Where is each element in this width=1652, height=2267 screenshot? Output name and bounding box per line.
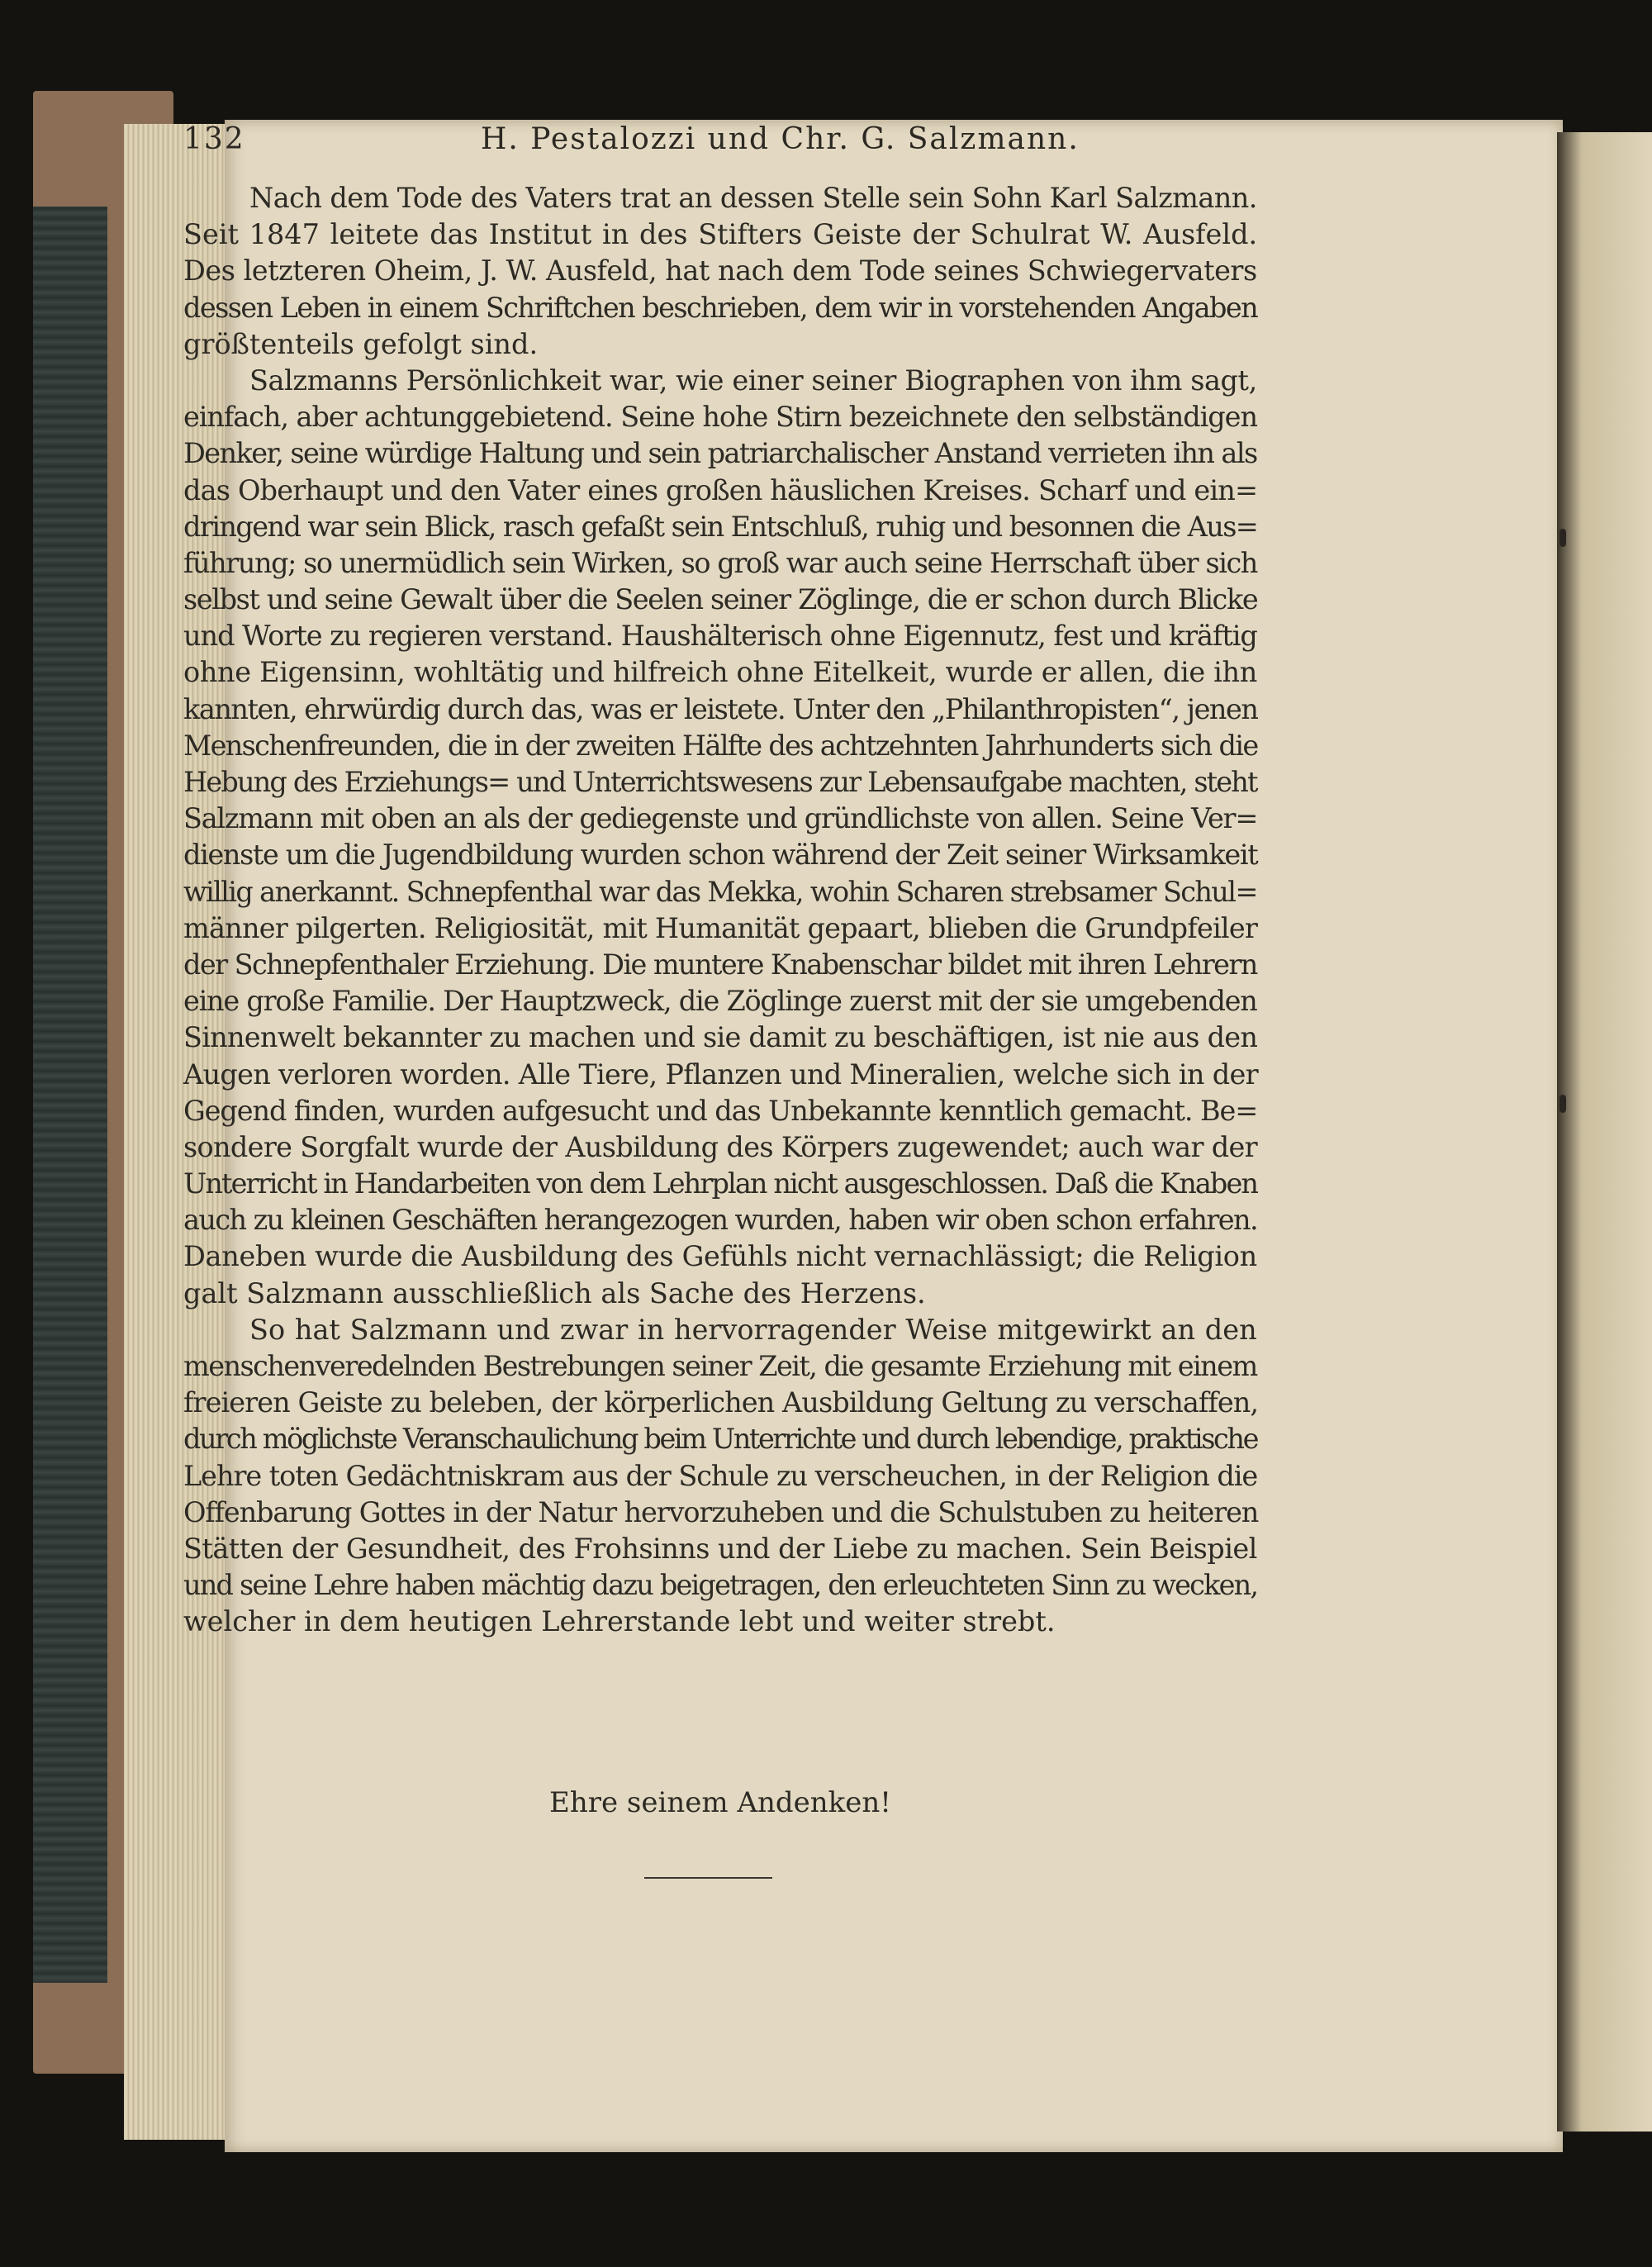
margin-mark (1559, 529, 1566, 547)
text-line: und seine Lehre haben mächtig dazu beigetragen, den erleuchteten Sinn zu wecken, (183, 1569, 1258, 1602)
text-line: Lehre toten Gedächtniskram aus der Schule zu verscheuchen, in der Religion die (183, 1459, 1258, 1492)
book-cover-cloth (33, 207, 107, 1983)
page-number: 132 (183, 122, 245, 156)
body-text (183, 180, 1257, 1641)
text-line: galt Salzmann ausschließlich als Sache des Herzens. (183, 1276, 926, 1309)
closing-motto: Ehre seinem Andenken! (549, 1786, 891, 1819)
margin-mark (1559, 1095, 1566, 1113)
text-line: Daneben wurde die Ausbildung des Gefühls nicht vernachlässigt; die Religion (183, 1240, 1257, 1273)
text-line: Nach dem Tode des Vaters trat an dessen Stelle sein Sohn Karl Salzmann. (249, 182, 1257, 214)
text-line: Augen verloren worden. Alle Tiere, Pflanzen und Mineralien, welche sich in der (183, 1057, 1258, 1091)
text-line: das Oberhaupt und den Vater eines großen häuslichen Kreises. Scharf und ein= (183, 473, 1258, 506)
text-line: auch zu kleinen Geschäften herangezogen wurden, haben wir oben schon erfahren. (183, 1204, 1258, 1237)
text-line: freieren Geiste zu beleben, der körperlichen Ausbildung Geltung zu verschaffen, (183, 1386, 1259, 1419)
text-line: Menschenfreunden, die in der zweiten Hälfte des achtzehnten Jahrhunderts sich die (183, 729, 1258, 762)
text-line: Salzmann mit oben an als der gediegenste und gründlichste von allen. Seine Ver= (183, 802, 1258, 835)
text-line: Stätten der Gesundheit, des Frohsinns und der Liebe zu machen. Sein Beispiel (183, 1532, 1257, 1565)
text-line: willig anerkannt. Schnepfenthal war das Mekka, wohin Scharen strebsamer Schul= (183, 875, 1257, 908)
text-line: Des letzteren Oheim, J. W. Ausfeld, hat nach dem Tode seines Schwiegervaters (183, 254, 1257, 288)
text-line: einfach, aber achtunggebietend. Seine hohe Stirn bezeichnete den selbständigen (183, 401, 1257, 434)
text-line: dienste um die Jugendbildung wurden schon während der Zeit seiner Wirksamkeit (183, 839, 1258, 872)
closing-rule (644, 1877, 772, 1879)
text-line: So hat Salzmann und zwar in hervorragender Weise mitgewirkt an den (249, 1313, 1257, 1346)
text-line: männer pilgerten. Religiosität, mit Humanität gepaart, blieben die Grundpfeiler (183, 911, 1258, 944)
facing-page-edge (1557, 132, 1652, 2132)
text-line: und Worte zu regieren verstand. Haushälterisch ohne Eigennutz, fest und kräftig (183, 620, 1257, 653)
text-line: der Schnepfenthaler Erziehung. Die muntere Knabenschar bildet mit ihren Lehrern (183, 948, 1257, 981)
text-line: welcher in dem heutigen Lehrerstande lebt und weiter strebt. (183, 1605, 1056, 1638)
text-line: dringend war sein Blick, rasch gefaßt sein Entschluß, ruhig und besonnen die Aus= (183, 510, 1258, 543)
text-line: durch möglichste Veranschaulichung beim Unterrichte und durch lebendige, praktische (183, 1423, 1258, 1456)
text-line: ohne Eigensinn, wohltätig und hilfreich ohne Eitelkeit, wurde er allen, die ihn (183, 656, 1258, 689)
text-line: Salzmanns Persönlichkeit war, wie einer seiner Biographen von ihm sagt, (249, 364, 1257, 397)
text-line: führung; so unermüdlich sein Wirken, so groß war auch seine Herrschaft über sich (183, 546, 1257, 579)
text-line: menschenveredelnden Bestrebungen seiner Zeit, die gesamte Erziehung mit einem (183, 1350, 1257, 1382)
text-line: Offenbarung Gottes in der Natur hervorzuheben und die Schulstuben zu heiteren (183, 1495, 1259, 1528)
text-line: kannten, ehrwürdig durch das, was er leistete. Unter den „Philanthropisten“, jenen (183, 692, 1258, 725)
text-line: selbst und seine Gewalt über die Seelen seiner Zöglinge, die er schon durch Blicke (183, 583, 1258, 616)
running-title: H. Pestalozzi und Chr. G. Salzmann. (481, 122, 1080, 156)
text-line: sondere Sorgfalt wurde der Ausbildung des Körpers zugewendet; auch war der (183, 1130, 1258, 1163)
text-line: Unterricht in Handarbeiten von dem Lehrplan nicht ausgeschlossen. Daß die Knaben (183, 1167, 1258, 1200)
text-line: Gegend finden, wurden aufgesucht und das Unbekannte kenntlich gemacht. Be= (183, 1094, 1258, 1127)
text-line: Seit 1847 leitete das Institut in des Stifters Geiste der Schulrat W. Ausfeld. (183, 218, 1258, 251)
text-line: Denker, seine würdige Haltung und sein patriarchalischer Anstand verrieten ihn als (183, 437, 1257, 470)
page-header (183, 122, 1290, 180)
text-line: Sinnenwelt bekannter zu machen und sie damit zu beschäftigen, ist nie aus den (183, 1021, 1258, 1054)
text-line: Hebung des Erziehungs= und Unterrichtswesens zur Lebensaufgabe machten, steht (183, 766, 1257, 798)
text-line: größtenteils gefolgt sind. (183, 327, 539, 360)
text-line: eine große Familie. Der Hauptzweck, die Zöglinge zuerst mit der sie umgebenden (183, 985, 1257, 1018)
text-line: dessen Leben in einem Schriftchen beschrieben, dem wir in vorstehenden Angaben (183, 291, 1258, 324)
